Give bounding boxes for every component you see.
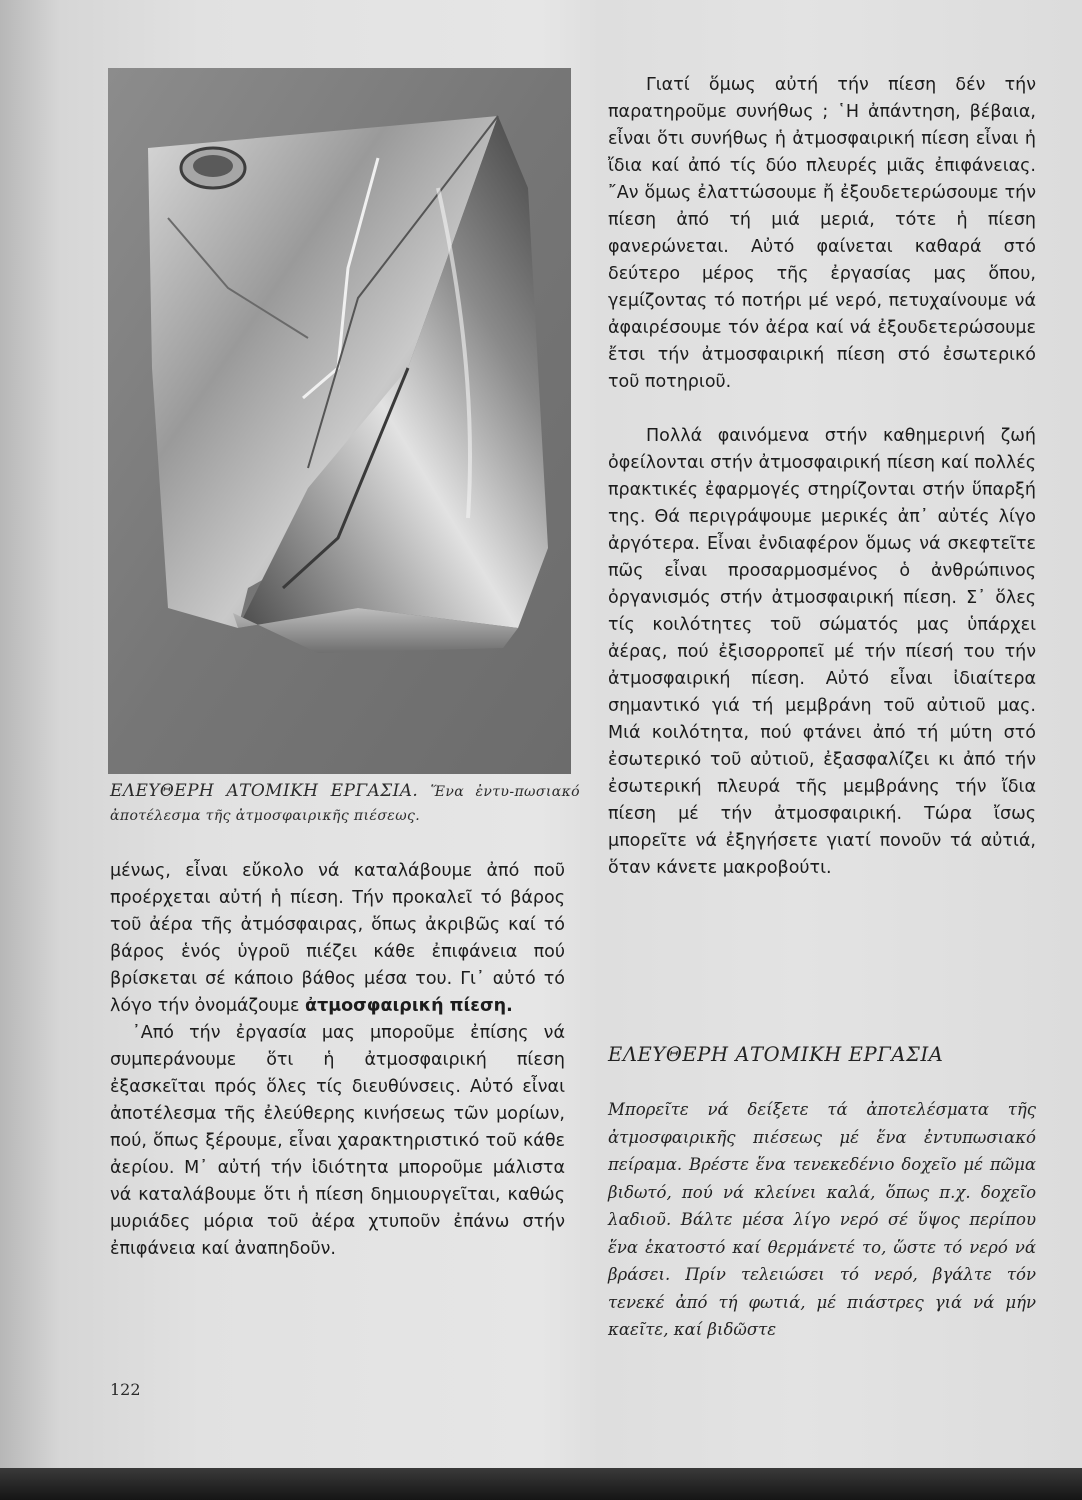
scan-bottom-edge bbox=[0, 1468, 1082, 1500]
page-number: 122 bbox=[110, 1380, 141, 1399]
left-column-text bbox=[110, 858, 565, 1263]
left-paragraph-2: ᾽Από τήν ἐργασία μας μποροῦμε ἐπίσης νά συμπεράνουμε ὅτι ἡ ἀτμοσφαιρική πίεση ἐξασκεῖται πρός ὅλες τίς διευθύνσεις. Αὐτό εἶναι ἀποτέλεσμα τῆς ἐλεύθερης κινήσεως τῶν μορίων, πού, ὅπως ξέρουμε, εἶναι χαρακτηριστικό τοῦ κάθε ἀερίου. Μ᾽ αὐτή τήν ἰδιότητα μποροῦμε μάλιστα νά καταλάβουμε ὅτι ἡ πίεση δημιουργεῖται, καθώς μυριάδες μόρια τοῦ ἀέρα χτυποῦν ἐπάνω στήν ἐπιφάνεια καί ἀναπηδοῦν. bbox=[110, 1023, 565, 1259]
exercise-body: Μπορεῖτε νά δείξετε τά ἀποτελέσματα τῆς ἀτμοσφαιρικῆς πιέσεως μέ ἕνα ἐντυπωσιακό πείραμα. Βρέστε ἕνα τενεκεδένιο δοχεῖο μέ πῶμα βιδωτό, πού νά κλείνει καλά, ὅπως π.χ. δοχεῖο λαδιοῦ. Βάλτε μέσα λίγο νερό σέ ὕψος περίπου ἕνα ἑκατοστό καί θερμάνετέ το, ὥστε τό νερό νά βράσει. Πρίν τελειώσει τό νερό, βγάλτε τόν τενεκέ ἀπό τή φωτιά, μέ πιάστρες γιά νά μήν καεῖτε, καί βιδῶστε bbox=[608, 1100, 1036, 1339]
key-term: ἀτμοσφαιρική πίεση. bbox=[305, 996, 513, 1016]
figure-caption bbox=[110, 780, 580, 828]
exercise-heading: ΕΛΕΥΘΕΡΗ ΑΤΟΜΙΚΗ ΕΡΓΑΣΙΑ bbox=[608, 1043, 944, 1066]
caption-label: ΕΛΕΥΘΕΡΗ ΑΤΟΜΙΚΗ ΕΡΓΑΣΙΑ. bbox=[110, 781, 419, 801]
left-paragraph-1-text: μένως, εἶναι εὔκολο νά καταλάβουμε ἀπό ποῦ προέρχεται αὐτή ἡ πίεση. Τήν προκαλεῖ τό βάρος τοῦ ἀέρα τῆς ἀτμόσφαιρας, ὅπως ἀκριβῶς καί τό βάρος ἑνός ὑγροῦ πιέζει κάθε ἐπιφάνεια πού βρίσκεται σέ κάποιο βάθος μέσα του. Γι᾽ αὐτό τό λόγο τήν ὀνομάζουμε bbox=[110, 861, 565, 1016]
left-paragraph-1 bbox=[110, 858, 565, 1020]
caption-text: Ἕνα ἐντυ-πωσιακό ἀποτέλεσμα τῆς ἀτμοσφαιρικῆς πιέσεως. bbox=[110, 784, 580, 824]
right-paragraph-1: Γιατί ὅμως αὐτή τήν πίεση δέν τήν παρατηροῦμε συνήθως ; ῾Η ἀπάντηση, βέβαια, εἶναι ὅτι συνήθως ἡ ἀτμοσφαιρική πίεση εἶναι ἡ ἴδια καί ἀπό τίς δύο πλευρές μιᾶς ἐπιφάνειας. ῎Αν ὅμως ἐλαττώσουμε ἤ ἐξουδετερώσουμε τήν πίεση ἀπό τή μιά μεριά, τότε ἡ πίεση φανερώνεται. Αὐτό φαίνεται καθαρά στό δεύτερο μέρος τῆς ἐργασίας μας ὅπου, γεμίζοντας τό ποτήρι μέ νερό, πετυχαίνουμε νά ἀφαιρέσουμε τόν ἀέρα καί νά ἐξουδετερώσουμε ἔτσι τήν ἀτμοσφαιρική πίεση στό ἐσωτερικό τοῦ ποτηριοῦ. bbox=[608, 75, 1036, 392]
figure-photo bbox=[108, 68, 571, 774]
right-column-text bbox=[608, 72, 1036, 882]
crushed-can-icon bbox=[108, 68, 571, 774]
right-paragraph-2: Πολλά φαινόμενα στήν καθημερινή ζωή ὀφείλονται στήν ἀτμοσφαιρική πίεση καί πολλές πρακτικές ἐφαρμογές στηρίζονται στήν ὕπαρξή της. Θά περιγράψουμε μερικές ἀπ᾽ αὐτές λίγο ἀργότερα. Εἶναι ἐνδιαφέρον ὅμως νά σκεφτεῖτε πῶς εἶναι προσαρμοσμένος ὁ ἀνθρώπινος ὀργανισμός στήν ἀτμοσφαιρική πίεση. Σ᾽ ὅλες τίς κοιλότητες τοῦ σώματός μας ὑπάρχει ἀέρας, πού ἐξισορροπεῖ μέ τήν πίεσή του τήν ἀτμοσφαιρική πίεση. Αὐτό εἶναι ἰδιαίτερα σημαντικό γιά τή μεμβράνη τοῦ αὐτιοῦ μας. Μιά κοιλότητα, πού φτάνει ἀπό τή μύτη στό ἐσωτερικό τοῦ αὐτιοῦ, ἐξασφαλίζει κι ἀπό τήν ἐσωτερική πλευρά τῆς μεμβράνης τήν ἴδια πίεση μέ τήν ἀτμοσφαιρική. Τώρα ἴσως μπορεῖτε νά ἐξηγήσετε γιατί πονοῦν τά αὐτιά, ὅταν κάνετε μακροβούτι. bbox=[608, 426, 1036, 878]
